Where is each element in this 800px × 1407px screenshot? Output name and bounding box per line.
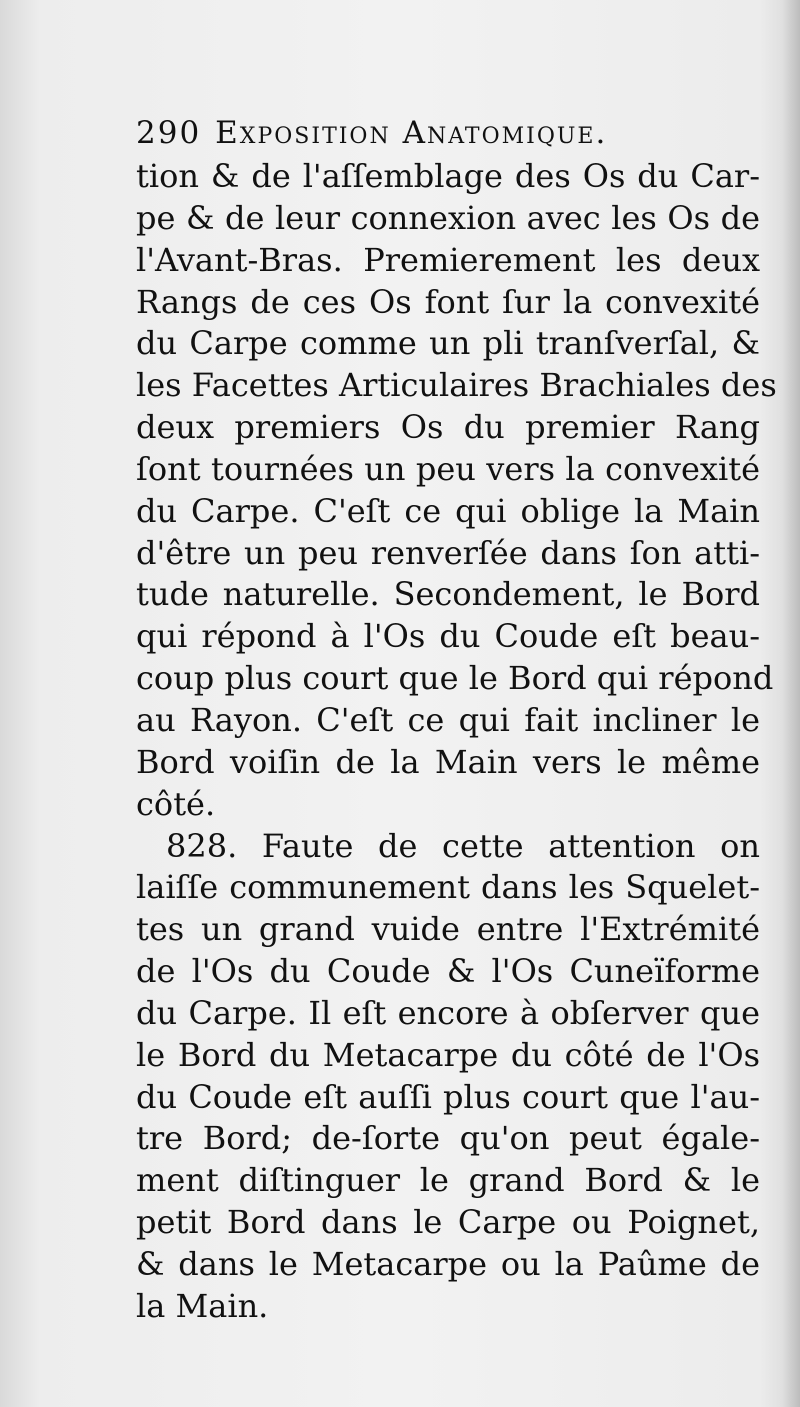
text-line: de l'Os du Coude & l'Os Cuneïforme xyxy=(136,952,760,991)
text-line: d'être un peu renverſée dans ſon atti- xyxy=(136,533,760,572)
text-line: & dans le Metacarpe ou la Paûme de xyxy=(136,1244,760,1283)
text-line: l'Avant-Bras. Premierement les deux xyxy=(136,240,760,279)
text-line: qui répond à l'Os du Coude eſt beau- xyxy=(136,617,760,656)
page-text-block xyxy=(136,110,777,1328)
text-line: au Rayon. C'eſt ce qui fait incliner le xyxy=(136,700,760,739)
text-line: ſont tournées un peu vers la convexité xyxy=(136,449,760,488)
text-line: du Coude eſt auſſi plus court que l'au- xyxy=(136,1077,760,1116)
paragraph-start-line: 828. Faute de cette attention on xyxy=(166,826,760,865)
text-line: Bord voiſin de la Main vers le même xyxy=(136,742,760,781)
text-line: du Carpe. C'eſt ce qui oblige la Main xyxy=(136,491,760,530)
text-line: du Carpe comme un pli tranſverſal, & xyxy=(136,324,760,363)
text-line: coup plus court que le Bord qui répond xyxy=(136,659,774,698)
text-line: du Carpe. Il eſt encore à obſerver que xyxy=(136,993,760,1032)
running-head xyxy=(136,110,760,156)
text-line: deux premiers Os du premier Rang xyxy=(136,408,760,447)
text-line: le Bord du Metacarpe du côté de l'Os xyxy=(136,1035,760,1074)
text-line: tre Bord; de-ſorte qu'on peut égale- xyxy=(136,1119,760,1158)
text-line: tion & de l'aſſemblage des Os du Car- xyxy=(136,157,760,195)
text-line: petit Bord dans le Carpe ou Poignet, xyxy=(136,1203,760,1242)
text-line: ment diſtinguer le grand Bord & le xyxy=(136,1161,760,1200)
text-line: pe & de leur connexion avec les Os de xyxy=(136,198,760,237)
text-line: tude naturelle. Secondement, le Bord xyxy=(136,575,760,614)
text-line: les Facettes Articulaires Brachiales des xyxy=(136,366,777,405)
text-line: Rangs de ces Os font ſur la convexité xyxy=(136,282,760,321)
text-line: laiſſe communement dans les Squelet- xyxy=(136,868,760,907)
page-number: 290 xyxy=(136,115,202,151)
text-line: côté. xyxy=(136,784,216,823)
page-edge-shadow xyxy=(782,0,800,1407)
text-line: la Main. xyxy=(136,1286,269,1325)
running-head-title: Exposition Anatomique. xyxy=(215,115,608,151)
text-line: tes un grand vuide entre l'Extrémité xyxy=(136,910,760,949)
